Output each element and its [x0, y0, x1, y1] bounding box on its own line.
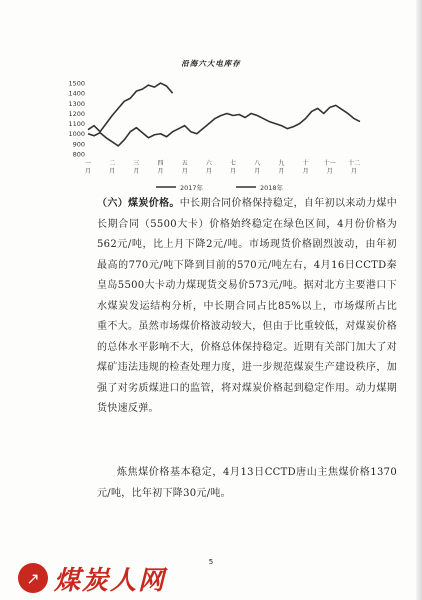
chart-title: 沿海六大电库存: [181, 59, 241, 68]
y-tick-label: 1500: [68, 79, 85, 88]
series-line: [88, 83, 173, 132]
x-tick-label: 四: [157, 160, 164, 167]
y-tick-label: 800: [72, 150, 85, 159]
x-tick-label: 月: [133, 168, 140, 175]
x-tick-label: 五: [181, 160, 188, 167]
coal-price-section: [97, 194, 397, 420]
x-tick-label: 八: [254, 160, 261, 167]
x-tick-label: 月: [254, 168, 261, 175]
x-tick-label: 月: [157, 168, 164, 175]
x-tick-label: 十一: [323, 160, 336, 167]
x-tick-label: 月: [109, 168, 116, 175]
page-edge-shadow: [416, 0, 422, 600]
x-tick-label: 一: [84, 160, 92, 167]
x-tick-label: 月: [84, 168, 92, 175]
y-tick-label: 1400: [68, 89, 85, 98]
watermark-logo-icon: ↗: [18, 563, 48, 593]
y-tick-label: 1100: [68, 120, 85, 129]
section-body: 中长期合同价格保持稳定，自年初以来动力煤中长期合同（5500大卡）价格始终稳定在绿色区间，4月份价格为562元/吨，比上月下降2元/吨。市场现货价格剧烈波动，由年初最高的770元/吨下降到目前的570元/吨左右，4月16日CCTD秦皇岛5500大卡动力煤现货交易价573元/吨。据对北方主要港口下水煤炭发运结构分析，中长期合同占比85%以上，市场煤所占比重不大。虽然市场煤价格波动较大，但由于比重较低，对煤炭价格的总体水平影响不大，价格总体保持稳定。近期有关部门加大了对煤矿违法违规的检查处理力度，进一步规范煤炭生产建设秩序，加强了对劣质煤进口的监管，将对煤炭价格起到稳定作用。动力煤期货快速反弹。: [97, 198, 397, 414]
x-tick-label: 月: [326, 168, 333, 175]
x-tick-label: 月: [181, 168, 188, 175]
page-number: 5: [208, 558, 214, 566]
x-tick-label: 九: [278, 160, 285, 167]
y-tick-label: 1000: [68, 130, 85, 139]
x-tick-label: 月: [350, 168, 357, 175]
coking-coal-paragraph: 炼焦煤价格基本稳定，4月13日CCTD唐山主焦煤价格1370元/吨，比年初下降30元/吨。: [97, 467, 397, 499]
watermark: [18, 562, 166, 594]
y-tick-label: 1300: [68, 99, 85, 108]
x-tick-label: 三: [133, 160, 140, 167]
series-line: [88, 105, 360, 146]
x-tick-label: 六: [205, 160, 212, 167]
line-chart: [60, 72, 380, 198]
x-tick-label: 七: [230, 160, 237, 167]
y-tick-label: 900: [72, 140, 85, 149]
x-tick-label: 月: [205, 168, 212, 175]
x-tick-label: 月: [302, 168, 309, 175]
legend-label: 2018年: [260, 184, 284, 192]
section-paragraph: [97, 194, 397, 420]
section-heading: （六）煤炭价格。: [97, 198, 180, 209]
x-tick-label: 十二: [347, 160, 360, 167]
legend-label: 2017年: [180, 184, 204, 192]
x-tick-label: 二: [109, 160, 116, 167]
x-tick-label: 月: [230, 168, 237, 175]
x-tick-label: 月: [278, 168, 285, 175]
x-tick-label: 十: [302, 160, 309, 167]
watermark-text: 煤炭人网: [54, 565, 167, 596]
y-tick-label: 1200: [68, 109, 85, 118]
